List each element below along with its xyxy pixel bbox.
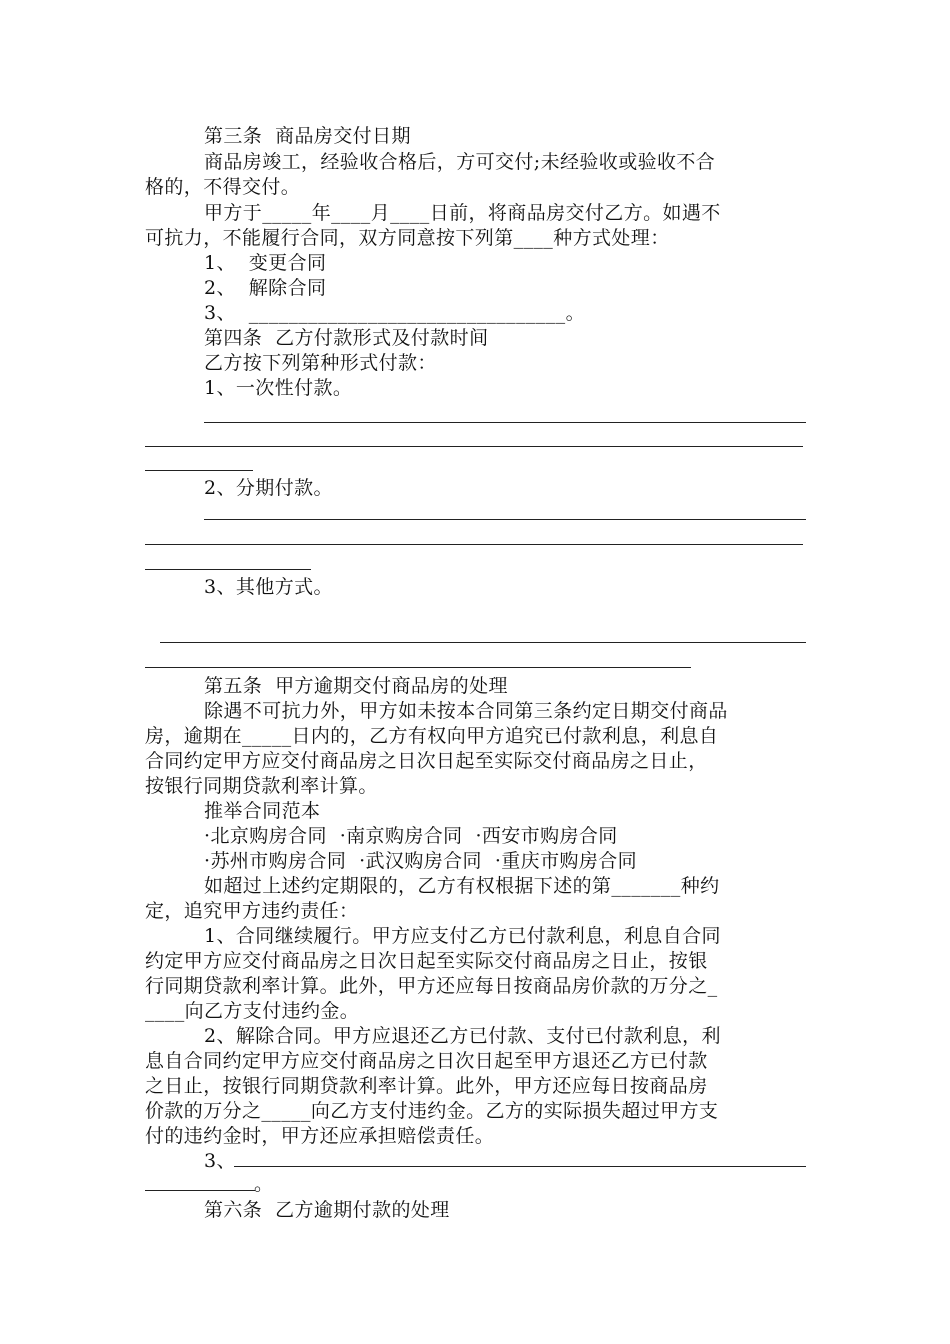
article-5-heading: 第五条 甲方逾期交付商品房的处理 [204,675,508,697]
article-6-heading: 第六条 乙方逾期付款的处理 [204,1199,450,1221]
paragraph-line: 除遇不可抗力外，甲方如未按本合同第三条约定日期交付商品 [204,700,728,722]
paragraph-line: 商品房竣工，经验收合格后，方可交付;未经验收或验收不合 [204,151,716,173]
list-item: 2、 解除合同 [204,277,327,299]
template-links-row[interactable]: ·苏州市购房合同 ·武汉购房合同 ·重庆市购房合同 [204,850,638,872]
paragraph-line: 约定甲方应交付商品房之日次日起至实际交付商品房之日止，按银 [145,950,708,972]
list-item: 3、 ________________________________。 [204,302,585,324]
paragraph-line: 息自合同约定甲方应交付商品房之日次日起至甲方退还乙方已付款 [145,1050,708,1072]
paragraph-line: 甲方于_____年____月____日前，将商品房交付乙方。如遇不 [204,202,721,224]
sentence-end-mark: 。 [254,1173,274,1195]
paragraph-line: 1、合同继续履行。甲方应支付乙方已付款利息，利息自合同 [204,925,721,947]
blank-underline [204,519,806,520]
list-item: 1、 变更合同 [204,252,327,274]
blank-underline [145,446,803,447]
list-item: 1、一次性付款。 [204,377,353,399]
blank-underline [145,569,311,570]
article-4-heading: 第四条 乙方付款形式及付款时间 [204,327,489,349]
blank-underline [204,422,806,423]
paragraph-line: 房，逾期在_____日内的，乙方有权向甲方追究已付款利息，利息自 [145,725,719,747]
paragraph-line: 可抗力，不能履行合同，双方同意按下列第____种方式处理： [145,227,670,249]
list-item: 3、 [204,1150,236,1172]
list-item: 3、其他方式。 [204,576,333,598]
paragraph-line: 定，追究甲方违约责任： [145,900,359,922]
paragraph-line: 格的，不得交付。 [145,176,301,198]
blank-underline [145,544,803,545]
paragraph-line: 2、解除合同。甲方应退还乙方已付款、支付已付款利息，利 [204,1025,721,1047]
paragraph-line: 如超过上述约定期限的，乙方有权根据下述的第_______种约 [204,875,720,897]
paragraph-line: ____向乙方支付违约金。 [145,1000,360,1022]
blank-underline [145,667,691,668]
paragraph-line: 价款的万分之_____向乙方支付违约金。乙方的实际损失超过甲方支 [145,1100,719,1122]
paragraph-line: 按银行同期贷款利率计算。 [145,775,378,797]
list-item: 2、分期付款。 [204,477,333,499]
paragraph-line: 合同约定甲方应交付商品房之日次日起至实际交付商品房之日止， [145,750,708,772]
paragraph-line: 行同期贷款利率计算。此外，甲方还应每日按商品房价款的万分之_ [145,975,718,997]
paragraph-line: 乙方按下列第种形式付款： [204,352,437,374]
template-links-row[interactable]: ·北京购房合同 ·南京购房合同 ·西安市购房合同 [204,825,618,847]
blank-underline [145,470,253,471]
paragraph-line: 付的违约金时，甲方还应承担赔偿责任。 [145,1125,495,1147]
article-3-heading: 第三条 商品房交付日期 [204,125,411,147]
blank-underline [160,642,806,643]
paragraph-line: 之日止，按银行同期贷款利率计算。此外，甲方还应每日按商品房 [145,1075,708,1097]
blank-underline [145,1190,255,1191]
recommended-templates-heading: 推举合同范本 [204,800,321,822]
blank-underline [234,1166,806,1167]
